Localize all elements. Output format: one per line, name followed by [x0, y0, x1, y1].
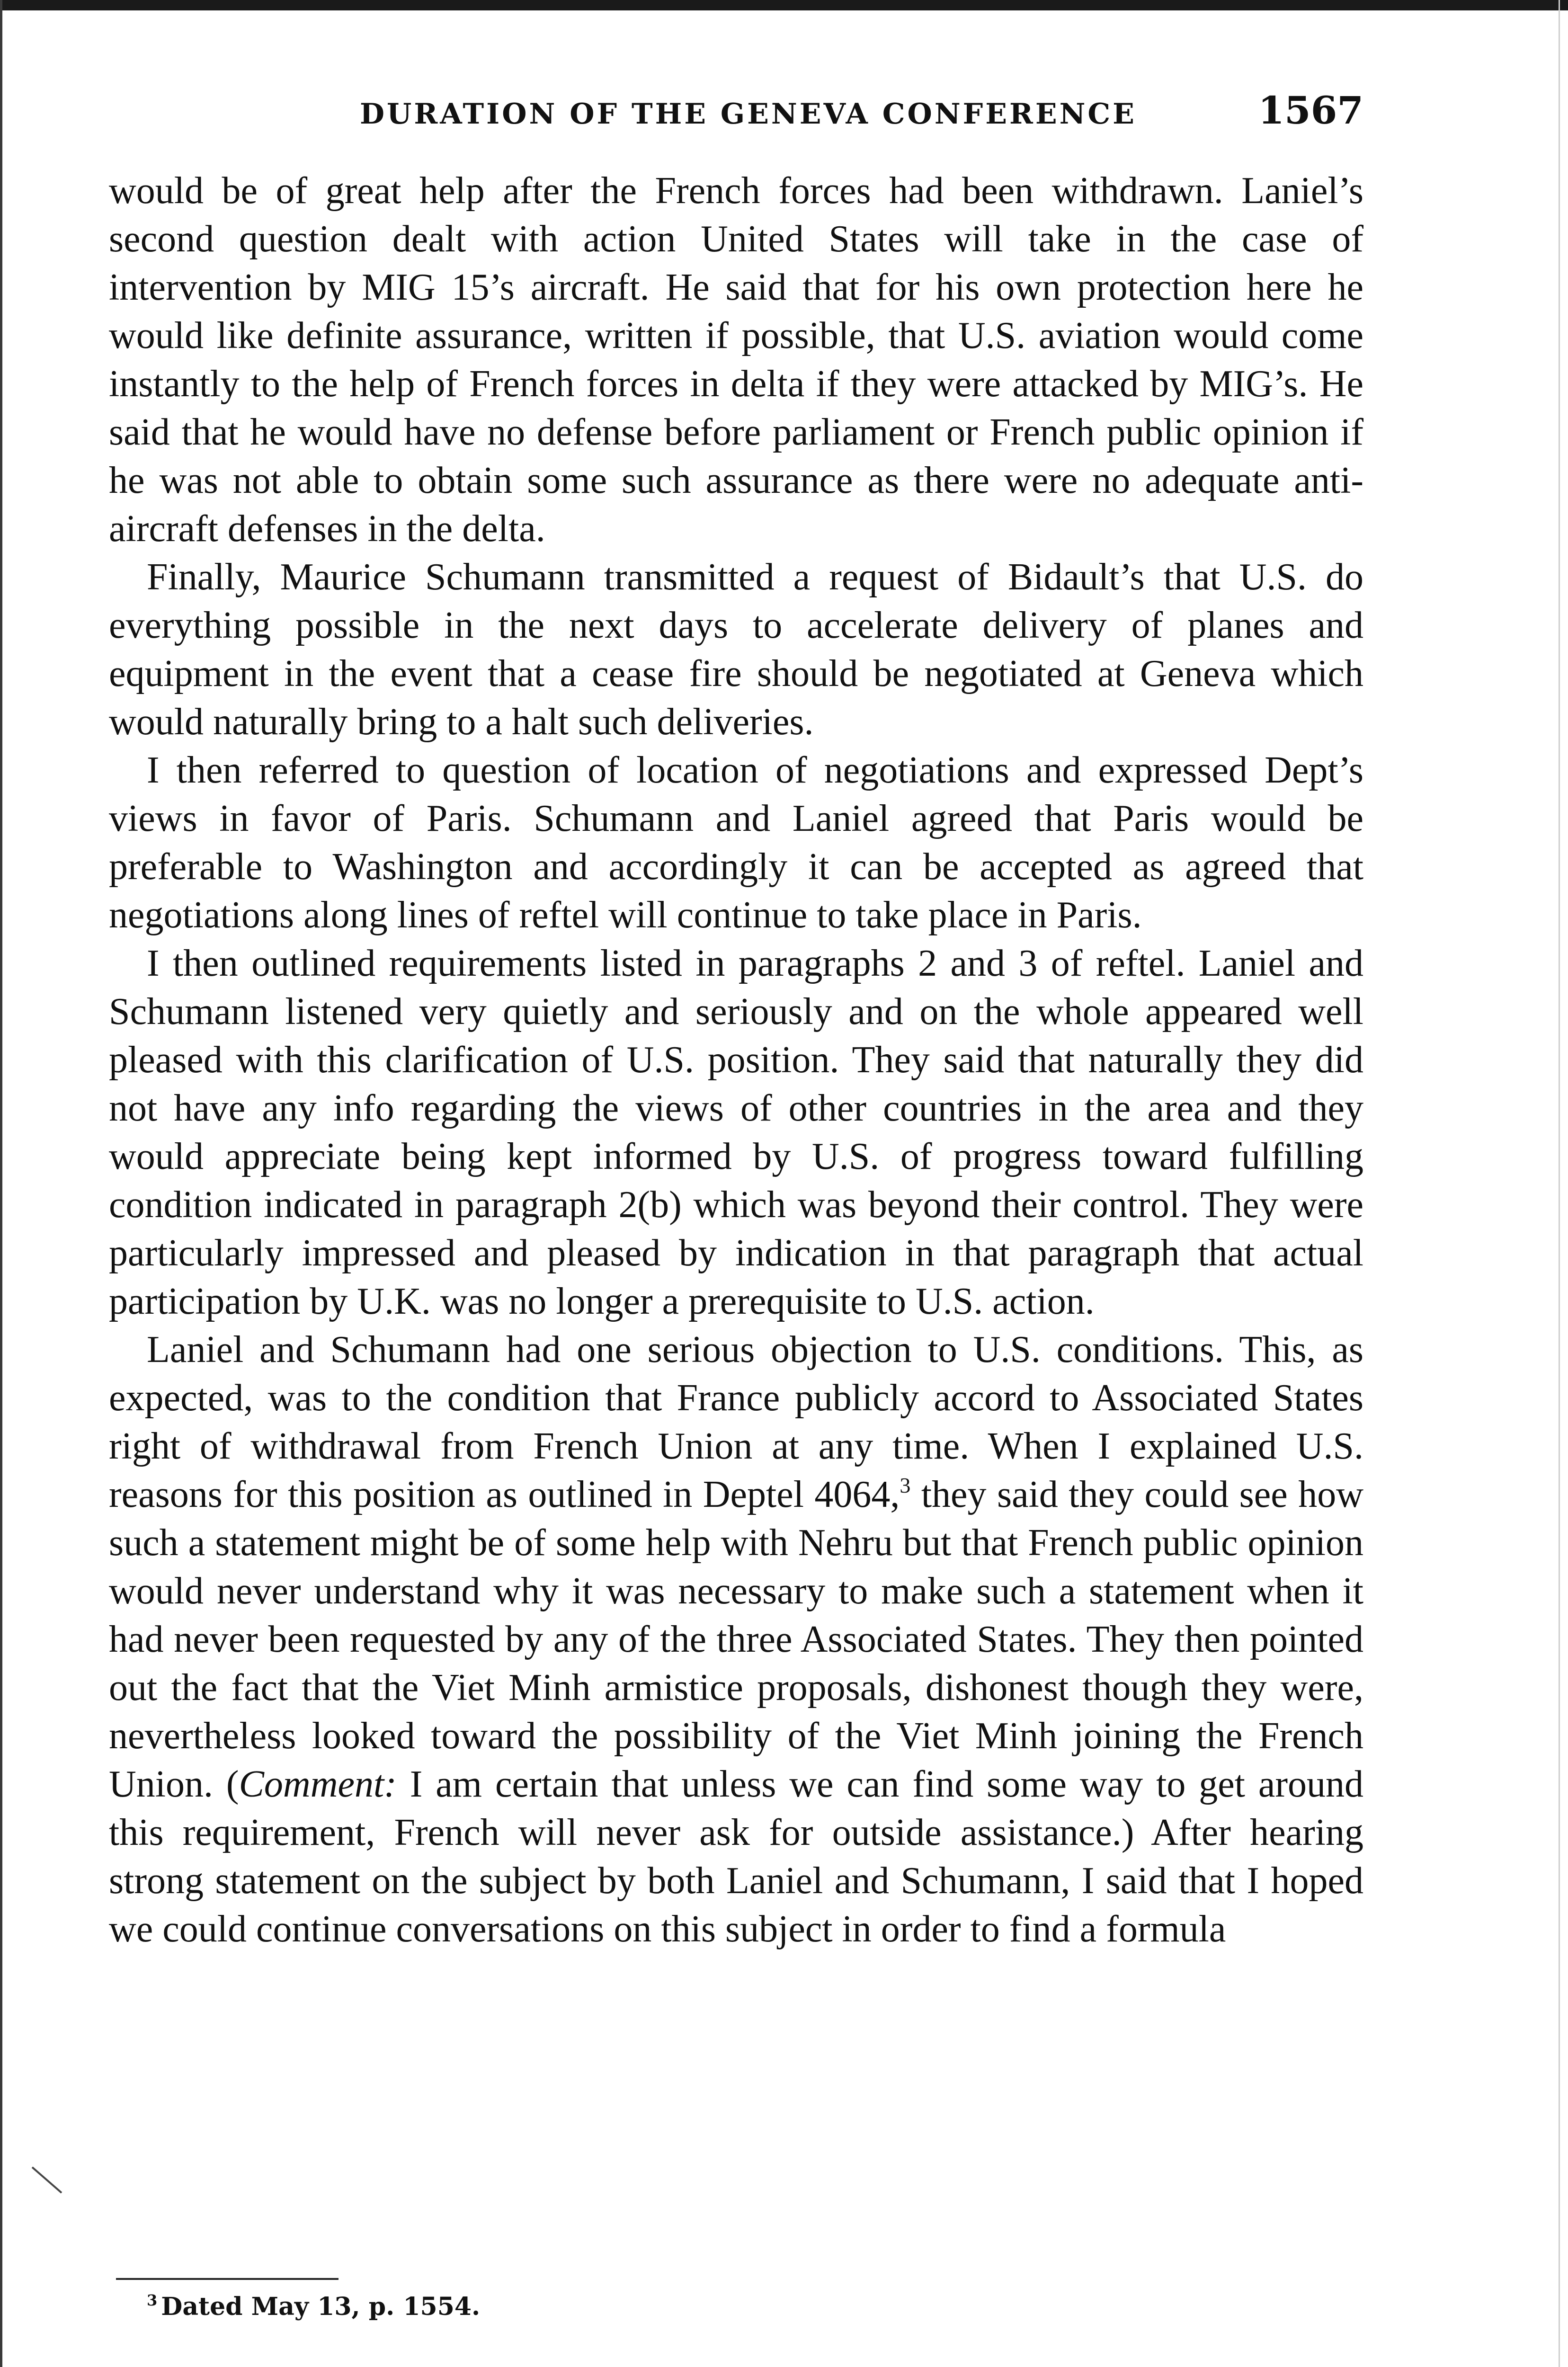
- paragraph-requirements: I then outlined requirements listed in paragraphs 2 and 3 of reftel. Laniel and Schumann listened very quietly and seriously and on the whole appeared well pleased with this clarification of U.S. position. They said that naturally they did not have any info regarding the views of other countries in the area and they would appreciate being kept informed by U.S. of progress toward fulfilling condition indicated in paragraph 2(b) which was beyond their control. They were particularly impressed and pleased by indication in that paragraph that actual participation by U.K. was no longer a prerequisite to U.S. action.: [109, 943, 1363, 1322]
- footnote-reference: 3: [900, 1473, 911, 1497]
- paragraph-objection: [109, 1326, 1363, 1953]
- paragraph-continuation: would be of great help after the French forces had been withdrawn. Laniel’s second question dealt with action United States will take in the case of intervention by MIG 15’s aircraft. He said that for his own protection here he would like definite assurance, written if possible, that U.S. aviation would come instantly to the help of French forces in delta if they were attacked by MIG’s. He said that he would have no defense before parliament or French public opinion if he was not able to obtain some such assurance as there were no adequate anti-aircraft defenses in the delta.: [109, 170, 1363, 550]
- objection-text-start: Laniel and Schumann had one serious objection to U.S. conditions. This, as expected, was to the condition that France publicly accord to Associated States right of withdrawal from French Union at any time. When I explained U.S. reasons for this position as outlined in Deptel 4064,: [109, 1329, 1363, 1515]
- paragraph-bidault-request: Finally, Maurice Schumann transmitted a request of Bidault’s that U.S. do everything possible in the next days to accelerate delivery of planes and equipment in the event that a cease fire should be negotiated at Geneva which would naturally bring to a halt such deliveries.: [109, 556, 1363, 743]
- margin-pencil-mark: [28, 2154, 104, 2206]
- footnote-rule: [116, 2278, 339, 2280]
- scan-top-border: [0, 0, 1568, 10]
- footnote: [147, 2290, 480, 2323]
- running-head: [109, 89, 1363, 141]
- running-head-title: DURATION OF THE GENEVA CONFERENCE: [360, 98, 1137, 131]
- footnote-mark: 3: [147, 2291, 158, 2309]
- paragraph-location: I then referred to question of location of negotiations and expressed Dept’s views in favor of Paris. Schumann and Laniel agreed that Paris would be preferable to Washington and accordingly it can be accepted as agreed that negotiations along lines of reftel will continue to take place in Paris.: [109, 749, 1363, 936]
- page-edge-shadow: [1559, 0, 1560, 2367]
- scan-left-border: [0, 0, 2, 2367]
- footnote-text: Dated May 13, p. 1554.: [161, 2292, 481, 2321]
- page-number: 1567: [1258, 88, 1363, 133]
- body-text: [109, 167, 1363, 1953]
- comment-label: Comment:: [239, 1763, 397, 1805]
- objection-text-middle: they said they could see how such a statement might be of some help with Nehru but that French public opinion would never understand why it was necessary to make such a statement when it had never been requested by any of the three Associated States. They then pointed out the fact that the Viet Minh armistice proposals, dishonest though they were, nevertheless looked toward the possibility of the Viet Minh joining the French Union. (: [109, 1474, 1363, 1805]
- objection-text-end: I am certain that unless we can find some way to get around this requirement, French will never ask for outside assistance.) After hearing strong statement on the subject by both Laniel and Schumann, I said that I hoped we could continue conversations on this subject in order to find a formula: [109, 1763, 1364, 1950]
